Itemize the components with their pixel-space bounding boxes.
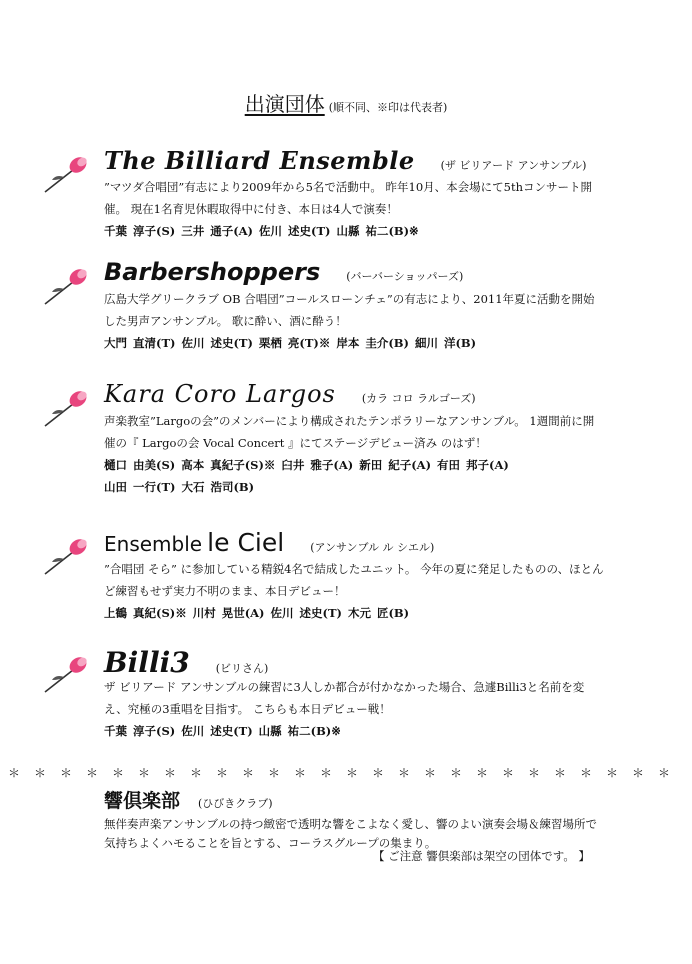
group-description-block: [104, 288, 604, 354]
group-description: 声楽教室”Largoの会”のメンバーにより構成されたテンポラリーなアンサンブル。 1週間前に開催の『 Largoの会 Vocal Concert 』にてステージデビュー済み のはず！: [104, 414, 595, 450]
group-title-row: [104, 258, 463, 286]
group-description-block: [104, 410, 604, 498]
group-members: 上鶴 真紀(S)※ 川村 晃世(A) 佐川 述史(T) 木元 匠(B): [104, 606, 410, 620]
rose-icon: [42, 152, 92, 194]
group-description: ザ ビリアード アンサンブルの練習に3人しか都合が付かなかった場合、急遽Billi3と名前を変え、究極の3重唱を目指す。 こちらも本日デビュー戦！: [104, 680, 585, 716]
group-name-part-2: le Ciel: [207, 528, 285, 557]
group-kana: (アンサンブル ル シエル): [310, 541, 435, 554]
group-description: ”マツダ合唱団”有志により2009年から5名で活動中。 昨年10月、本会場にて5thコンサート開催。 現在1名育児休暇取得中に付き、本日は4人で演奏！: [104, 180, 593, 216]
hibiki-name: 響倶楽部: [104, 790, 181, 812]
group-title-row: [104, 146, 586, 175]
group-members: 千葉 淳子(S) 佐川 述史(T) 山縣 祐二(B)※: [104, 724, 341, 738]
group-members-line-2: 山田 一行(T) 大石 浩司(B): [104, 480, 255, 494]
group-description-block: [104, 676, 604, 742]
group-name: Barbershoppers: [104, 258, 321, 286]
group-description-block: [104, 558, 604, 624]
group-name: Kara Coro Largos: [104, 380, 336, 408]
rose-icon: [42, 534, 92, 576]
page-title-note: (順不同、※印は代表者): [328, 101, 448, 114]
page-heading: [0, 88, 692, 117]
group-members: 千葉 淳子(S) 三井 通子(A) 佐川 述史(T) 山縣 祐二(B)※: [104, 224, 419, 238]
star-separator: ＊＊＊＊＊＊＊＊＊＊＊＊＊＊＊＊＊＊＊＊＊＊＊＊＊＊: [7, 766, 684, 780]
group-title-row: [104, 646, 268, 679]
group-title-row: [104, 528, 434, 557]
group-members: 大門 直清(T) 佐川 述史(T) 栗栖 亮(T)※ 岸本 圭介(B) 細川 洋(B): [104, 336, 477, 350]
rose-icon: [42, 386, 92, 428]
rose-icon: [42, 652, 92, 694]
group-description: 広島大学グリークラブ OB 合唱団”コールスローンチェ”の有志により、2011年夏に活動を開始した男声アンサンブル。 歌に酔い、酒に酔う！: [104, 292, 595, 328]
group-title-row: [104, 380, 476, 408]
group-kana: (ザ ビリアード アンサンブル): [440, 159, 587, 172]
hibiki-title-row: [104, 786, 604, 813]
group-members: 樋口 由美(S) 高本 真紀子(S)※ 臼井 雅子(A) 新田 紀子(A) 有田 邦子(A): [104, 458, 509, 472]
hibiki-kana: (ひびきクラブ): [198, 797, 273, 810]
group-name-part-1: Ensemble: [104, 532, 203, 556]
hibiki-note: 【 ご注意 響倶楽部は架空の団体です。 】: [372, 849, 590, 863]
group-description: ”合唱団 そら” に参加している精鋭4名で結成したユニット。 今年の夏に発足したものの、ほとんど練習もせず実力不明のまま、本日デビュー！: [104, 562, 604, 598]
rose-icon: [42, 264, 92, 306]
group-kana: (カラ コロ ラルゴーズ): [361, 392, 476, 405]
hibiki-club-section: [104, 786, 604, 853]
page-title: 出演団体: [244, 92, 325, 116]
group-kana: (バーバーショッパーズ): [346, 270, 464, 283]
group-description-block: [104, 176, 604, 242]
hibiki-description: 無伴奏声楽アンサンブルの持つ緻密で透明な響をこよなく愛し、響のよい演奏会場＆練習場所で気持ちよくハモることを旨とする、コーラスグループの集まり。: [104, 817, 597, 850]
group-name: Billi3: [104, 646, 190, 679]
group-name: The Billiard Ensemble: [104, 146, 415, 175]
group-kana: (ビリさん): [215, 662, 269, 675]
